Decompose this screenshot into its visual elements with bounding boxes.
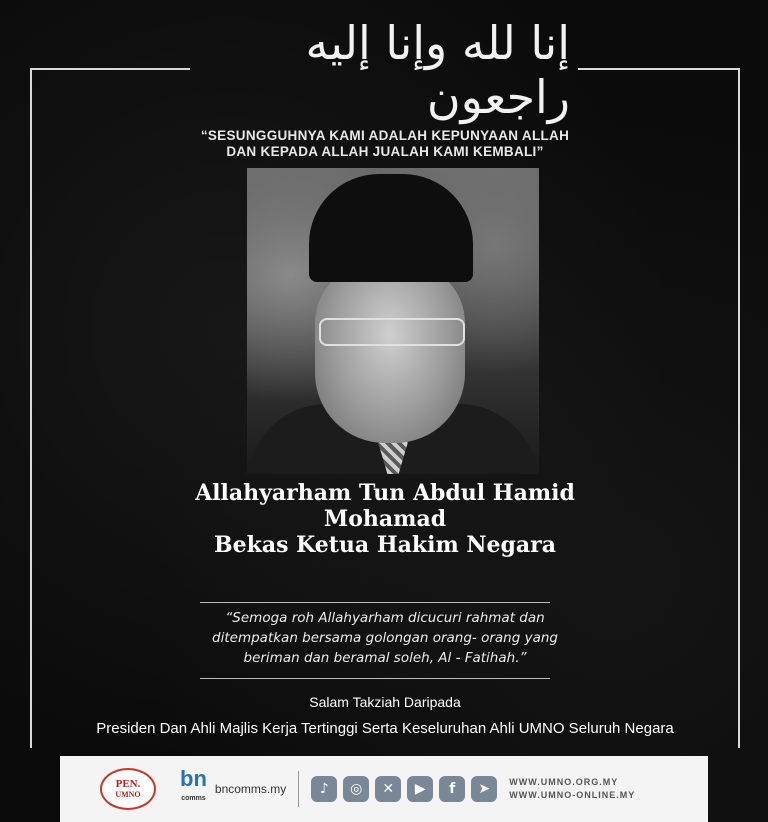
quran-quote: [120, 128, 650, 160]
bncomms-url[interactable]: bncomms.my: [214, 782, 287, 796]
frame-line-top-right: [578, 68, 740, 70]
x-icon[interactable]: ✕: [375, 776, 401, 802]
url-umno-org[interactable]: WWW.UMNO.ORG.MY: [509, 777, 619, 787]
condolence-from: Salam Takziah Daripada: [309, 694, 461, 710]
youtube-icon[interactable]: ▶: [407, 776, 433, 802]
deceased-name-line-2: Mohamad: [323, 506, 447, 532]
prayer-line-1: “Semoga roh Allahyarham dicucuri rahmat dan: [225, 610, 545, 626]
bncomms-logo: [180, 766, 207, 809]
portrait-photo: [247, 168, 539, 474]
divider-top: [200, 602, 550, 603]
bncomms-brand: [180, 766, 287, 809]
condolence-members: Presiden Dan Ahli Majlis Kerja Tertinggi Serta Keseluruhan Ahli UMNO Seluruh Negara: [96, 720, 674, 737]
frame-line-left: [30, 68, 32, 748]
arabic-calligraphy: إنا لله وإنا إليه راجعون: [305, 16, 570, 124]
website-urls: [509, 776, 635, 802]
deceased-name-block: [120, 480, 650, 558]
telegram-icon[interactable]: ➤: [471, 776, 497, 802]
footer-separator: [298, 771, 299, 807]
facebook-icon[interactable]: f: [439, 776, 465, 802]
tiktok-icon[interactable]: ♪: [311, 776, 337, 802]
divider-bottom: [200, 678, 550, 679]
bn-logo-text: bn: [180, 766, 207, 791]
url-umno-online[interactable]: WWW.UMNO-ONLINE.MY: [509, 790, 636, 800]
quote-line-2: DAN KEPADA ALLAH JUALAH KAMI KEMBALI”: [226, 144, 544, 159]
deceased-name-line-1: Allahyarham Tun Abdul Hamid: [195, 480, 575, 506]
quote-line-1: “SESUNGGUHNYA KAMI ADALAH KEPUNYAAN ALLAH: [200, 128, 570, 143]
prayer-line-3: beriman dan beramal soleh, Al - Fatihah.”: [243, 650, 527, 666]
bn-logo-sub: comms: [181, 795, 206, 802]
footer-bar: [60, 756, 708, 822]
frame-line-top-left: [30, 68, 190, 70]
social-icons: [311, 776, 497, 802]
pen-umno-logo: [100, 768, 156, 810]
prayer-line-2: ditempatkan bersama golongan orang- orang yang: [212, 630, 558, 646]
frame-line-right: [738, 68, 740, 748]
pen-logo-top: PEN.: [115, 778, 141, 790]
pen-logo-bottom: UMNO: [115, 790, 141, 799]
deceased-title: Bekas Ketua Hakim Negara: [213, 532, 556, 558]
prayer-text: [190, 608, 580, 668]
instagram-icon[interactable]: ◎: [343, 776, 369, 802]
